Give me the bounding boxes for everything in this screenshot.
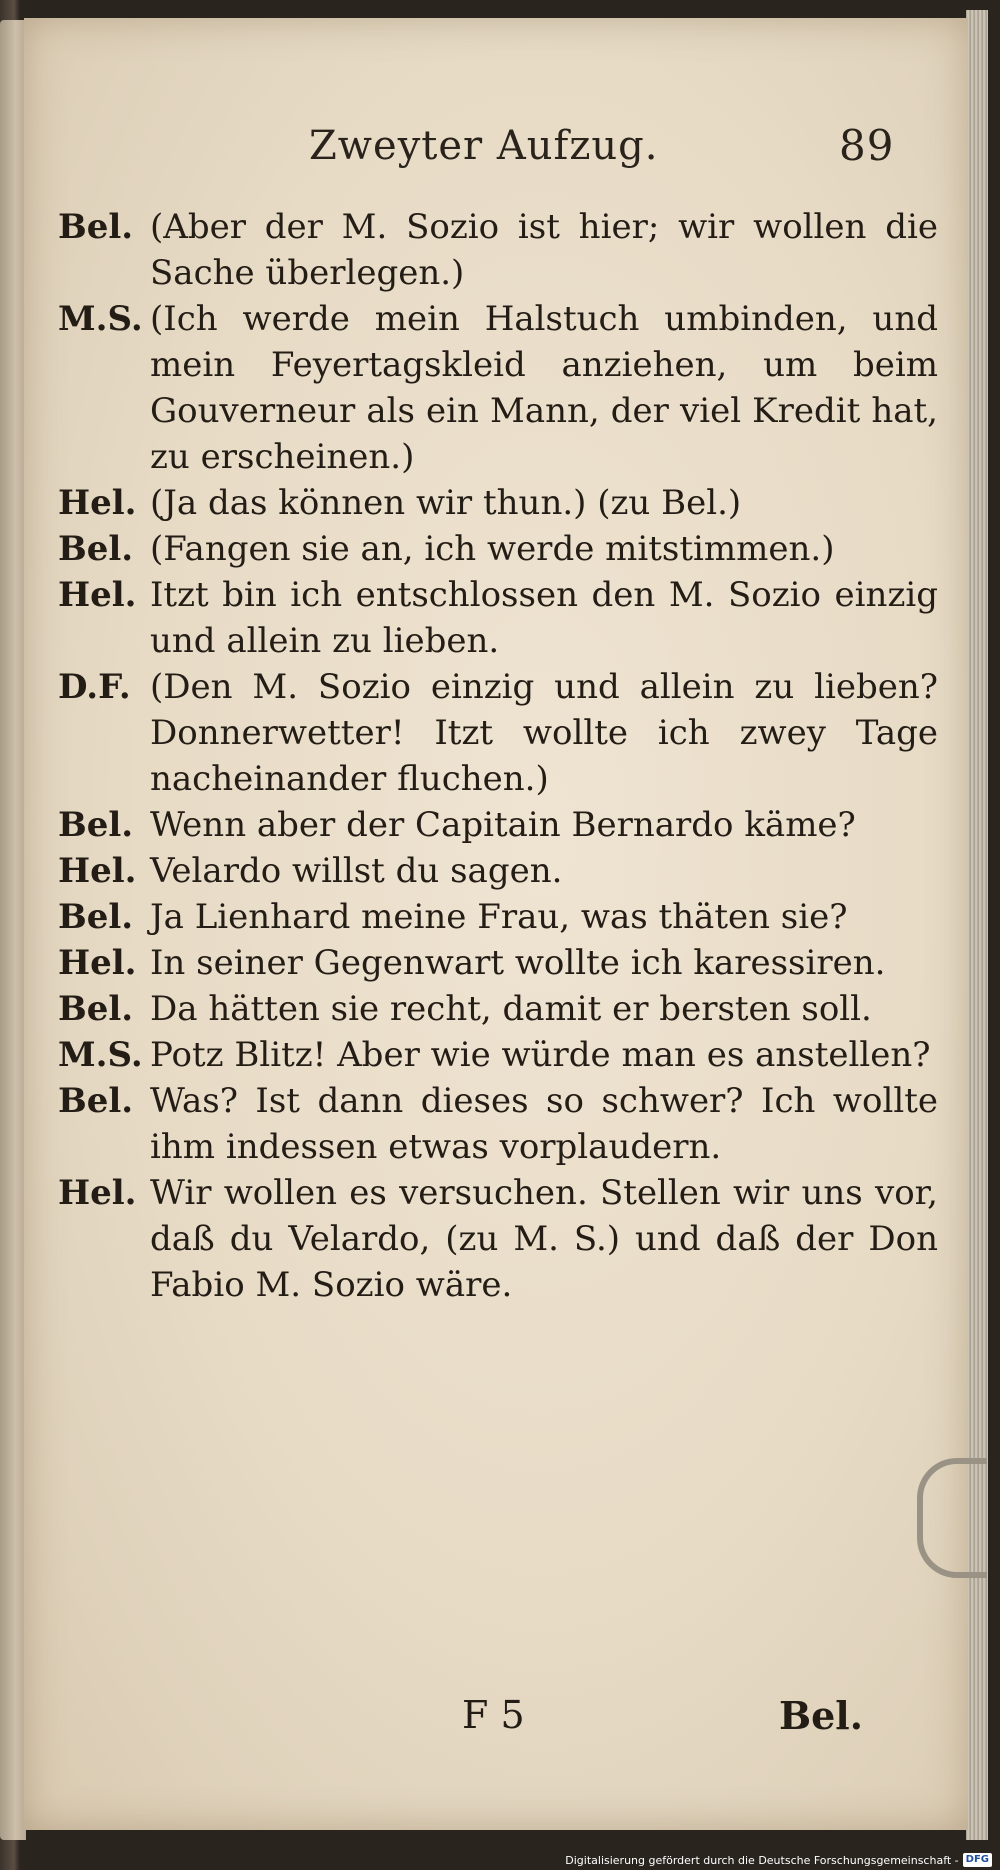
- running-title: Zweyter Aufzug.: [309, 123, 659, 169]
- speech-text: Wir wollen es versuchen. Stellen wir uns vor, daß du Velardo, (zu M. S.) und daß der Don Fabio M. Sozio wäre.: [150, 1173, 938, 1305]
- digitization-footer: [565, 1851, 992, 1869]
- speaker-label: Bel.: [58, 989, 134, 1029]
- speaker-label: Bel.: [58, 529, 134, 569]
- dialogue-entry: [58, 1078, 938, 1170]
- speech-text: (Ich werde mein Halstuch umbinden, und mein Feyertagskleid anziehen, um beim Gouverneur als ein Mann, der viel Kredit hat, zu erscheinen.): [150, 299, 938, 477]
- catchline: [24, 1693, 968, 1753]
- speech-text: (Fangen sie an, ich werde mitstimmen.): [150, 529, 835, 569]
- dialogue-entry: [58, 480, 938, 526]
- previous-page-edge: [0, 20, 26, 1840]
- page-clip: [917, 1458, 987, 1578]
- dialogue-entry: [58, 204, 938, 296]
- speech-text: Ja Lienhard meine Frau, was thäten sie?: [150, 897, 848, 937]
- speaker-label: Bel.: [58, 1081, 134, 1121]
- dialogue-entry: [58, 1170, 938, 1308]
- dialogue-entry: [58, 1032, 938, 1078]
- speaker-label: M.S.: [58, 1035, 143, 1075]
- speech-text: Wenn aber der Capitain Bernardo käme?: [150, 805, 856, 845]
- speech-text: In seiner Gegenwart wollte ich karessiren.: [150, 943, 886, 983]
- speech-text: (Den M. Sozio einzig und allein zu lieben? Donnerwetter! Itzt wollte ich zwey Tage nacheinander fluchen.): [150, 667, 938, 799]
- speech-text: Velardo willst du sagen.: [150, 851, 563, 891]
- speaker-label: Bel.: [58, 897, 134, 937]
- speaker-label: M.S.: [58, 299, 143, 339]
- running-head: [24, 123, 968, 173]
- speaker-label: Bel.: [58, 207, 134, 247]
- dialogue-entry: [58, 894, 938, 940]
- dialogue-entry: [58, 986, 938, 1032]
- catchword: Bel.: [779, 1693, 863, 1738]
- page-number: 89: [839, 121, 895, 170]
- dialogue-entry: [58, 664, 938, 802]
- speech-text: (Ja das können wir thun.) (zu Bel.): [150, 483, 742, 523]
- speech-text: Da hätten sie recht, damit er bersten soll.: [150, 989, 872, 1029]
- book-page: [24, 18, 968, 1830]
- dialogue-text: [58, 204, 938, 1308]
- dialogue-entry: [58, 848, 938, 894]
- dialogue-entry: [58, 526, 938, 572]
- speaker-label: Hel.: [58, 575, 137, 615]
- speaker-label: Hel.: [58, 483, 137, 523]
- dialogue-entry: [58, 572, 938, 664]
- speaker-label: Hel.: [58, 1173, 137, 1213]
- dfg-logo: DFG: [963, 1853, 992, 1867]
- speaker-label: Hel.: [58, 943, 137, 983]
- dialogue-entry: [58, 940, 938, 986]
- dialogue-entry: [58, 296, 938, 480]
- speaker-label: D.F.: [58, 667, 131, 707]
- speaker-label: Hel.: [58, 851, 137, 891]
- footer-text: Digitalisierung gefördert durch die Deutsche Forschungsgemeinschaft -: [565, 1853, 959, 1867]
- speech-text: Itzt bin ich entschlossen den M. Sozio einzig und allein zu lieben.: [150, 575, 938, 661]
- speech-text: (Aber der M. Sozio ist hier; wir wollen die Sache überlegen.): [150, 207, 938, 293]
- signature-mark: F 5: [462, 1693, 525, 1737]
- dialogue-entry: [58, 802, 938, 848]
- speech-text: Was? Ist dann dieses so schwer? Ich wollte ihm indessen etwas vorplaudern.: [150, 1081, 938, 1167]
- speaker-label: Bel.: [58, 805, 134, 845]
- speech-text: Potz Blitz! Aber wie würde man es anstellen?: [150, 1035, 931, 1075]
